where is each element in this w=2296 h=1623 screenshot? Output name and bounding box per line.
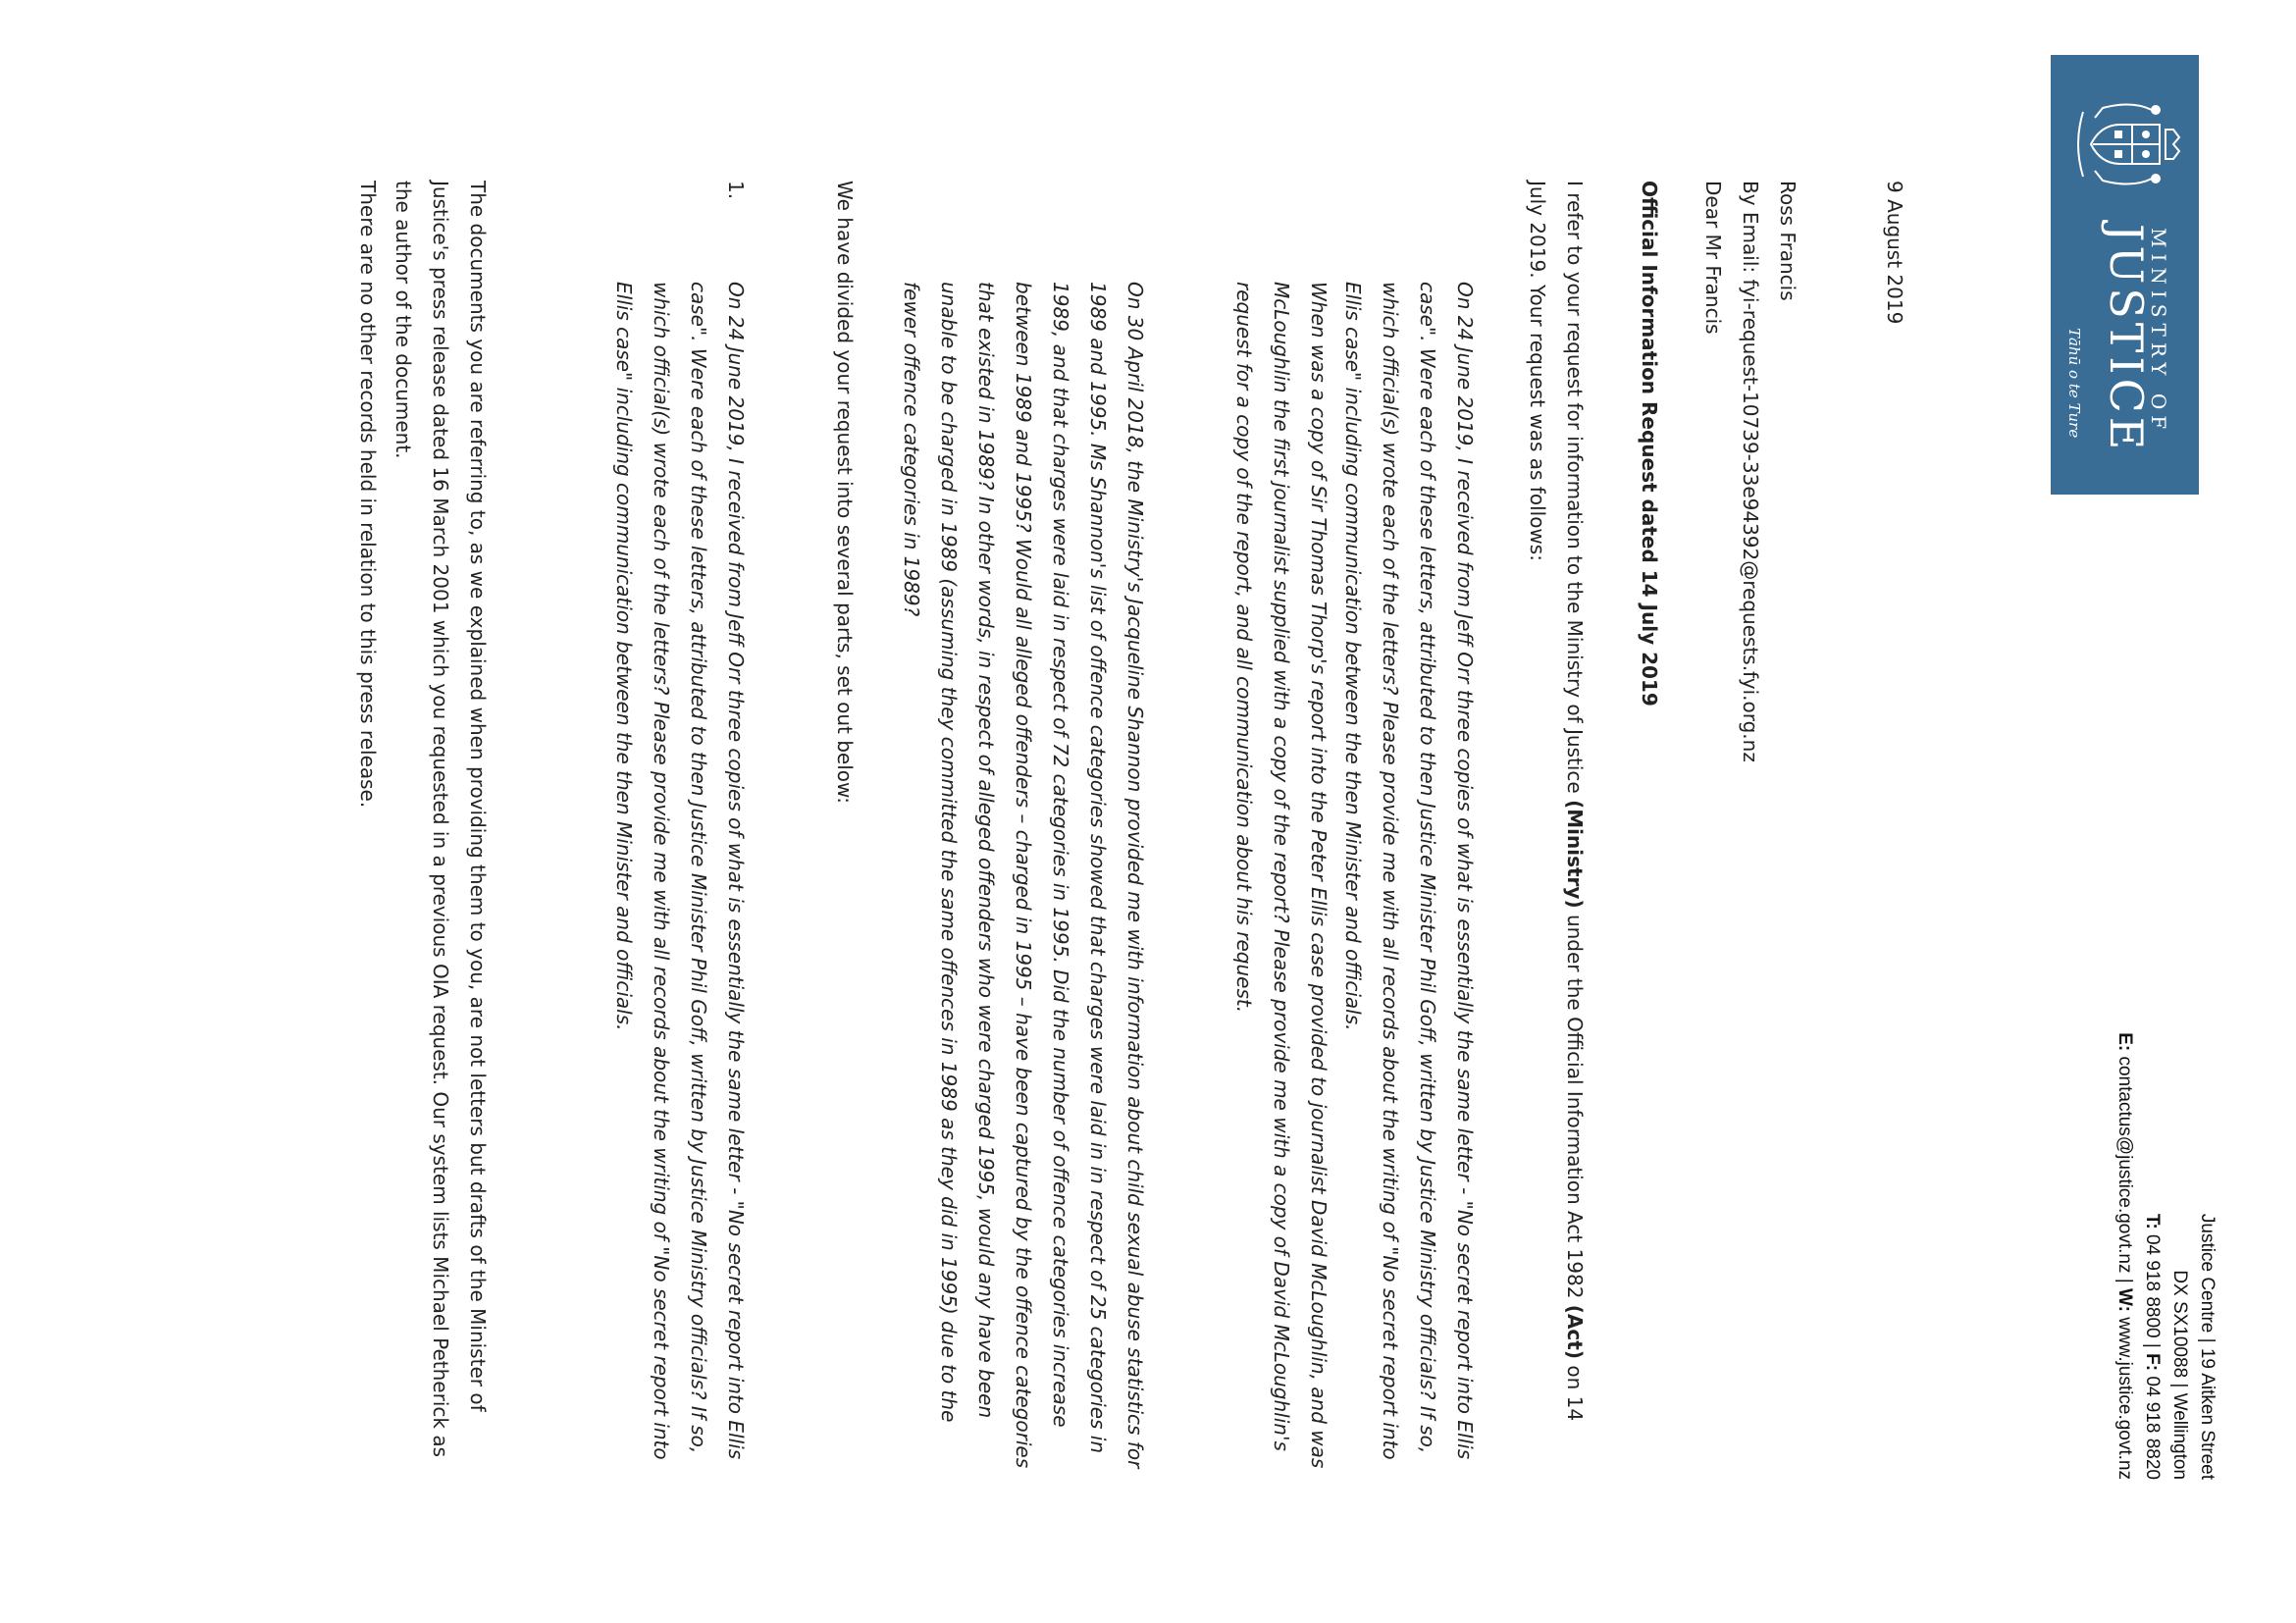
email-label: E: (2114, 1032, 2135, 1052)
contact-address-line2: DX SX10088 | Wellington (2169, 1270, 2190, 1480)
web-label: W: (2114, 1288, 2135, 1312)
divided-paragraph: We have divided your request into several parts, set out below: (833, 181, 857, 805)
intro-text-2: under the Official Information Act 1982 (1563, 908, 1587, 1305)
phone-label: T: (2142, 1213, 2163, 1230)
contact-email-web (2111, 1032, 2138, 1480)
logo-justice: JUSTICE (2100, 224, 2153, 454)
intro-text-3: on 14 July 2019. Your request was as follows: (1526, 181, 1587, 1422)
separator: | (2114, 1278, 2135, 1283)
intro-act-term: (Act) (1563, 1304, 1587, 1359)
request-quote-2: When was a copy of Sir Thomas Thorp's report into the Peter Ellis case provided to journalist David McLoughlin, and was McLoughlin the first journalist supplied with a copy of the report? Please provide me with a copy of David McLoughlin's request for a copy of the report, and all communication about his request. (1232, 282, 1331, 1469)
ministry-logo (2051, 55, 2199, 495)
coat-of-arms-icon (2068, 90, 2181, 198)
addressee-email: By Email: fyi-request-10739-33e94392@requests.fyi.org.nz (1739, 181, 1762, 762)
fax-label: F: (2142, 1353, 2163, 1372)
logo-ministry-of: MINISTRY OF (2147, 228, 2170, 436)
item-text: On 24 June 2019, I received from Jeff Orr three copies of what is essentially the same letter - "No secret report into Ellis case". Were each of these letters, attributed to then Justice Minister Phil Goff, written by Justice Ministry officials? If so, which official(s) wrote each of the letters? Please provide me with all records about the writing of "No secret report into Ellis case" including communication between the then Minister and officials. (612, 282, 748, 1460)
intro-paragraph (1519, 181, 1593, 1456)
no-records-paragraph: There are no other records held in relation to this press release. (356, 181, 380, 809)
addressee-block (1732, 181, 1806, 1162)
fax-number: 04 918 8820 (2142, 1376, 2163, 1480)
separator: | (2142, 1342, 2163, 1348)
subject-heading: Official Information Request dated 14 July 2019 (1638, 181, 1661, 707)
letter-date: 9 August 2019 (1883, 181, 1906, 325)
contact-block (2111, 1032, 2220, 1480)
intro-ministry-term: (Ministry) (1563, 800, 1587, 909)
logo-tagline: Tāhū o te Ture (2065, 328, 2083, 439)
item-number: 1. (724, 181, 748, 200)
contact-phone-fax (2138, 1032, 2166, 1480)
addressee-name: Ross Francis (1776, 181, 1800, 301)
phone-number: 04 918 8800 (2142, 1233, 2163, 1338)
intro-text-1: I refer to your request for information to the Ministry of Justice (1563, 181, 1587, 801)
contact-address-line1: Justice Centre | 19 Aitken Street (2197, 1213, 2218, 1480)
salutation: Dear Mr Francis (1701, 181, 1725, 335)
documents-paragraph: The documents you are referring to, as we explained when providing them to you, are not letters but drafts of the Minister of Justice's press release dated 16 March 2001 which you requested in a previous OIA request. Our system lists Michael Petherick as the author of the document. (391, 181, 490, 1458)
contact-website: www.justice.govt.nz (2114, 1317, 2135, 1480)
contact-email: contactus@justice.govt.nz (2114, 1056, 2135, 1274)
request-quote-1: On 24 June 2019, I received from Jeff Orr three copies of what is essentially the same letter - "No secret report into Ellis case". Were each of these letters, attributed to then Justice Minister Phil Goff, written by Justice Ministry officials? If so, which official(s) wrote each of the letters? Please provide me with all records about the writing of "No secret report into Ellis case" including communication between the then Minister and officials. (1341, 282, 1477, 1460)
request-quote-3: On 30 April 2018, the Ministry's Jacqueline Shannon provided me with information about child sexual abuse statistics for 1989 and 1995. Ms Shannon's list of offence categories showed that charges were laid in in respect of 25 categories in 1989, and that charges were laid in respect of 72 categories in 1995. Did the number of offence categories increase between 1989 and 1995? Would all alleged offenders – charged in 1995 – have been captured by the offence categories that existed in 1989? In other words, in respect of alleged offenders who were charged 1995, would any have been unable to be charged in 1989 (assuming they committed the same offences in 1989 as they did in 1995) due to the fewer offence categories in 1989? (900, 282, 1147, 1469)
